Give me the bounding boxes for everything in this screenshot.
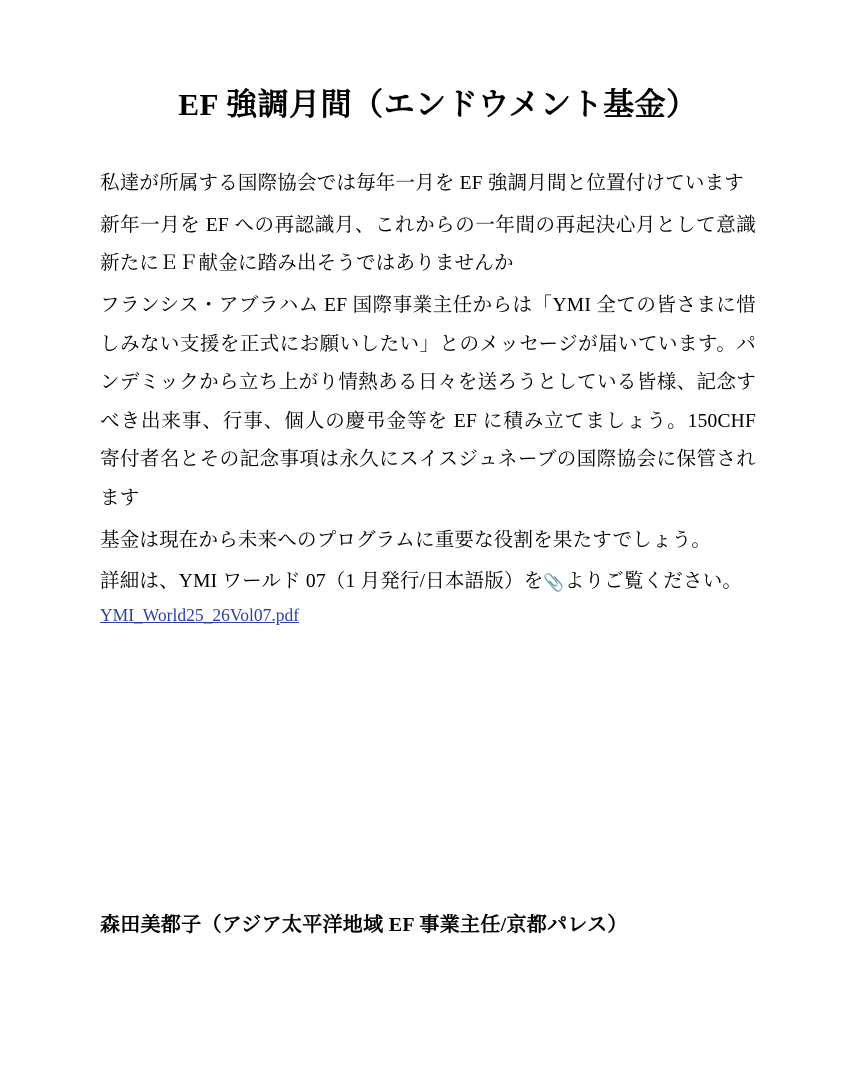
pdf-attachment-link[interactable]: YMI_World25_26Vol07.pdf — [100, 604, 300, 625]
attachment-link-row — [0, 605, 866, 626]
paragraph-2: 新年一月を EF への再認識月、これからの一年間の再起決心月として意識新たにＥＦ献金に踏み出そうではありませんか — [100, 214, 756, 275]
signature-line: 森田美都子（アジア太平洋地域 EF 事業主任/京都パレス） — [100, 914, 628, 936]
detail-line-suffix: よりご覧ください。 — [564, 571, 743, 593]
paragraph-1: 私達が所属する国際協会では毎年一月を EF 強調月間と位置付けています — [100, 173, 745, 195]
document-body — [0, 165, 866, 602]
attachment-icon: 📎 — [543, 573, 565, 593]
detail-line-prefix: 詳細は、YMI ワールド 07（1 月発行/日本語版）を — [100, 571, 544, 593]
paragraph-3: フランシス・アブラハム EF 国際事業主任からは「YMI 全ての皆さまに惜しみない支援を正式にお願いしたい」とのメッセージが届いています。パンデミックから立ち上がり情熱ある日々を送ろうとしている皆様、記念すべき出来事、行事、個人の慶弔金等を EF に積み立てましょう。150CHF 寄付者名とその記念事項は永久にスイスジュネーブの国際協会に保管されます — [100, 295, 756, 510]
detail-line — [100, 563, 756, 602]
page-title: EF 強調月間（エンドウメント基金） — [178, 87, 698, 122]
paragraph-4: 基金は現在から未来へのプログラムに重要な役割を果たすでしょう。 — [100, 529, 712, 551]
